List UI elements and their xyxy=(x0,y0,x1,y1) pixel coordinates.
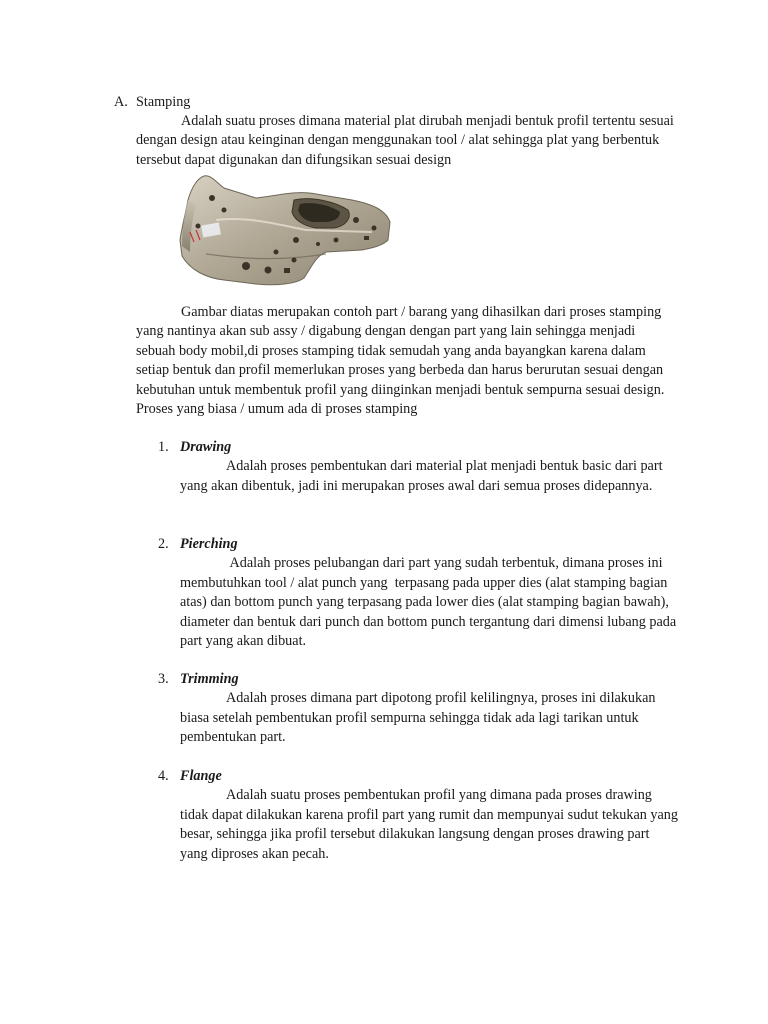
list-item-text: Adalah proses dimana part dipotong profil kelilingnya, proses ini dilakukan biasa setelah pembentukan profil sempurna sehingga tidak ada lagi tarikan untuk pembentukan part. xyxy=(180,690,656,746)
list-item-body xyxy=(180,689,680,747)
list-item-number: 4. xyxy=(158,768,169,784)
section-title: Stamping xyxy=(136,94,191,110)
list-item-title: Drawing xyxy=(180,439,232,455)
list-item-body xyxy=(180,786,680,864)
list-item-text: Adalah proses pembentukan dari material plat menjadi bentuk basic dari part yang akan dibentuk, jadi ini merupakan proses awal dari semua proses didepannya. xyxy=(180,458,663,494)
list-item-text: Adalah proses pelubangan dari part yang sudah terbentuk, dimana proses ini membutuhkan tool / alat punch yang terpasang pada upper dies (alat stamping bagian atas) dan bottom punch yang terpasang pada lower dies (alat stamping bagian bawah), diameter dan bentuk dari punch dan bottom punch tergantung dari dimensi lubang pada part yang akan dibuat. xyxy=(180,555,680,650)
list-item-title: Pierching xyxy=(180,536,238,552)
section-marker: A. xyxy=(114,94,128,110)
list-item-number: 1. xyxy=(158,439,169,455)
list-item-text: Adalah suatu proses pembentukan profil yang dimana pada proses drawing tidak dapat dilakukan karena profil part yang rumit dan mempunyai sudut tekukan yang besar, sehingga jika profil tersebut dilakukan langsung dengan proses drawing part yang diproses akan pecah. xyxy=(180,787,678,862)
stamped-part-illustration xyxy=(176,170,394,290)
list-item-body xyxy=(180,457,680,496)
section-intro-paragraph: Adalah suatu proses dimana material plat dirubah menjadi bentuk profil tertentu sesuai dengan design atau keinginan dengan menggunakan tool / alat sehingga plat yang berbentuk tersebut dapat digunakan dan difungsikan sesuai design xyxy=(136,113,674,168)
description-paragraph: Gambar diatas merupakan contoh part / barang yang dihasilkan dari proses stamping yang nantinya akan sub assy / digabung dengan dengan part yang lain sehingga menjadi sebuah body mobil,di proses stamping tidak semudah yang anda bayangkan karena dalam setiap bentuk dan profil memerlukan proses yang berbeda dan harus berurutan sesuai dengan kebutuhan untuk membentuk profil yang diinginkan menjadi bentuk sempurna sesuai design. Proses yang biasa / umum ada di proses stamping xyxy=(136,304,665,418)
list-item-body xyxy=(180,554,680,651)
list-item-title: Flange xyxy=(180,768,222,784)
stamped-part-photo xyxy=(176,170,394,290)
list-item-number: 2. xyxy=(158,536,169,552)
section-heading xyxy=(114,93,190,112)
list-item-title: Trimming xyxy=(180,671,239,687)
list-item-number: 3. xyxy=(158,671,169,687)
